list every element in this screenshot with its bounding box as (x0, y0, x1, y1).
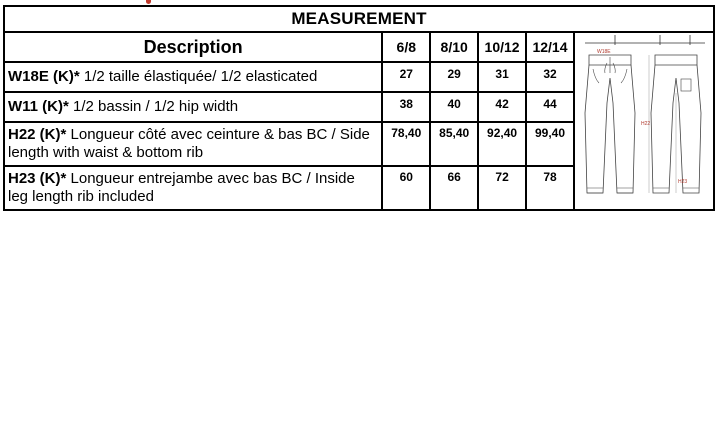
sketch-label-w18e: W18E (596, 49, 611, 55)
sketch-label-h22: H22 (640, 121, 651, 127)
size-header-10-12: 10/12 (478, 32, 526, 62)
value-cell: 78,40 (382, 122, 430, 166)
row-description (4, 166, 382, 210)
value-cell: 32 (526, 62, 574, 92)
description-header: Description (4, 32, 382, 62)
value-cell: 29 (430, 62, 478, 92)
value-cell: 78 (526, 166, 574, 210)
value-cell: 99,40 (526, 122, 574, 166)
value-cell: 42 (478, 92, 526, 122)
sketch-label-h23: H23 (677, 179, 688, 185)
row-description (4, 122, 382, 166)
row-text: 1/2 taille élastiquée/ 1/2 elasticated (79, 68, 318, 85)
value-cell: 38 (382, 92, 430, 122)
red-marker-dot (146, 0, 151, 4)
row-code: W18E (K)* (8, 68, 80, 85)
value-cell: 31 (478, 62, 526, 92)
table-title: MEASUREMENT (4, 6, 714, 32)
value-cell: 60 (382, 166, 430, 210)
value-cell: 40 (430, 92, 478, 122)
value-cell: 27 (382, 62, 430, 92)
row-description (4, 62, 382, 92)
measurement-table (3, 5, 715, 211)
value-cell: 92,40 (478, 122, 526, 166)
size-header-6-8: 6/8 (382, 32, 430, 62)
row-description (4, 92, 382, 122)
pants-sketch-image (575, 33, 711, 209)
row-code: H22 (K)* (8, 126, 67, 143)
row-text: Longueur entrejambe avec bas BC / Inside leg length rib included (8, 170, 355, 205)
value-cell: 85,40 (430, 122, 478, 166)
value-cell: 72 (478, 166, 526, 210)
value-cell: 44 (526, 92, 574, 122)
value-cell: 66 (430, 166, 478, 210)
size-header-8-10: 8/10 (430, 32, 478, 62)
garment-sketch-cell (574, 32, 714, 210)
row-text: 1/2 bassin / 1/2 hip width (68, 98, 239, 115)
size-header-12-14: 12/14 (526, 32, 574, 62)
row-text: Longueur côté avec ceinture & bas BC / Side length with waist & bottom rib (8, 126, 370, 161)
row-code: W11 (K)* (8, 98, 69, 115)
row-code: H23 (K)* (8, 170, 67, 187)
